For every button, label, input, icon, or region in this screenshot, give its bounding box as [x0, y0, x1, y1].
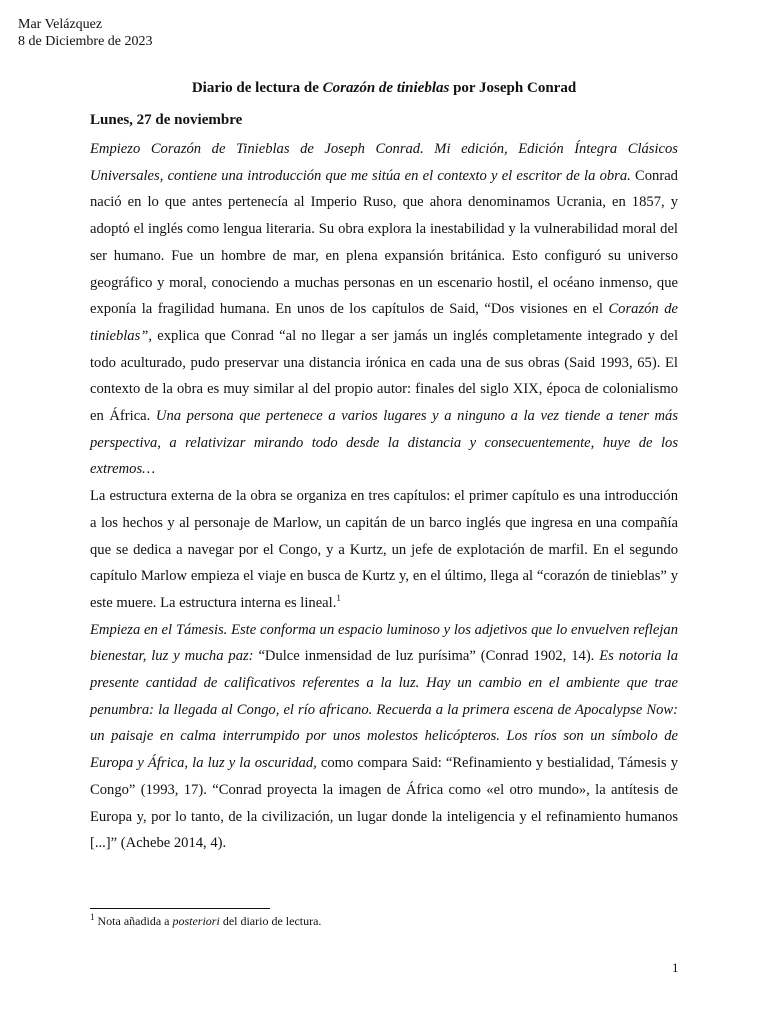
footnote-italic: posteriori — [172, 914, 220, 928]
document-header — [18, 16, 153, 50]
footnote — [90, 914, 321, 929]
document-body — [90, 136, 678, 857]
document-title — [90, 80, 678, 97]
paragraph-1-citation-title: Corazón de tinieblas”, — [90, 301, 678, 344]
paragraph-3 — [90, 617, 678, 857]
header-date: 8 de Diciembre de 2023 — [18, 34, 153, 49]
paragraph-3-reflection-b: Es notoria la presente cantidad de calificativos referentes a la luz. Hay un cambio en el ambiente que trae penumbra: la llegada al Congo, el río africano. Recuerda a la primera escena de Apocalypse Now: un paisaje en calma interrumpido por unos molestos helicópteros. Los ríos son un símbolo de Europa y África, la luz y la oscuridad, — [90, 648, 678, 772]
paragraph-2-text: La estructura externa de la obra se organiza en tres capítulos: el primer capítulo es una introducción a los hechos y al personaje de Marlow, un capitán de un barco inglés que ingresa en una compañía que se dedica a navegar por el Congo, y a Kurtz, un jefe de explotación de marfil. En el segundo capítulo Marlow empieza el viaje en busca de Kurtz y, en el último, llega al “corazón de tinieblas” y este muere. La estructura interna es lineal. — [90, 488, 678, 611]
paragraph-1-intro: Empiezo Corazón de Tinieblas de Joseph Conrad. Mi edición, Edición Íntegra Clásicos Universales, contiene una introducción que me sitúa en el contexto y el escritor de la obra. — [90, 141, 678, 184]
entry-date: Lunes, 27 de noviembre — [90, 112, 243, 128]
footnote-marker[interactable]: 1 — [336, 593, 341, 604]
footnote-prefix: Nota añadida a — [94, 914, 173, 928]
paragraph-3-quote-b: como compara Said: “Refinamiento y bestialidad, Támesis y Congo” (1993, 17). “Conrad proyecta la imagen de África como «el otro mundo», la antítesis de Europa y, por lo tanto, de la civilización, un lugar donde la inteligencia y el refinamiento humanos [...]” (Achebe 2014, 4). — [90, 755, 678, 852]
page-number: 1 — [672, 960, 679, 975]
title-work: Corazón de tinieblas — [322, 80, 450, 96]
paragraph-1-text-b: explica que Conrad “al no llegar a ser jamás un inglés completamente integrado y del todo aculturado, pudo preservar una distancia irónica en cada una de sus obras (Said 1993, 65). El contexto de la obra es muy similar al del propio autor: finales del siglo XIX, época de colonialismo en África. — [90, 327, 678, 425]
title-prefix: Diario de lectura de — [191, 80, 323, 96]
paragraph-3-quote-a: “Dulce inmensidad de luz purísima” (Conrad 1902, 14). — [253, 648, 600, 665]
footnote-suffix: del diario de lectura. — [219, 914, 322, 928]
paragraph-2 — [90, 483, 678, 617]
footnote-separator — [90, 908, 270, 909]
footnote-number: 1 — [90, 912, 95, 922]
paragraph-1-text-a: Conrad nació en lo que antes pertenecía al Imperio Ruso, que ahora denominamos Ucrania, en 1857, y adoptó el inglés como lengua literaria. Su obra explora la inestabilidad y la vulnerabilidad moral del ser humano. Fue un hombre de mar, en plena expansión británica. Esto configuró su universo geográfico y moral, conociendo a muchas personas en un escenario hostil, el océano inmenso, que exponía la fragilidad humana. En unos de los capítulos de Said, “Dos visiones en el — [90, 167, 678, 318]
paragraph-3-reflection-a: Empieza en el Támesis. Este conforma un espacio luminoso y los adjetivos que lo envuelven reflejan bienestar, luz y mucha paz: — [90, 621, 678, 665]
paragraph-1-reflection: Una persona que pertenece a varios lugares y a ninguno a la vez tiende a tener más perspectiva, a relativizar mirando todo desde la distancia y consecuentemente, huye de los extremos… — [90, 408, 678, 478]
paragraph-1 — [90, 136, 678, 483]
title-suffix: por Joseph Conrad — [449, 80, 577, 96]
author-name: Mar Velázquez — [18, 17, 103, 32]
